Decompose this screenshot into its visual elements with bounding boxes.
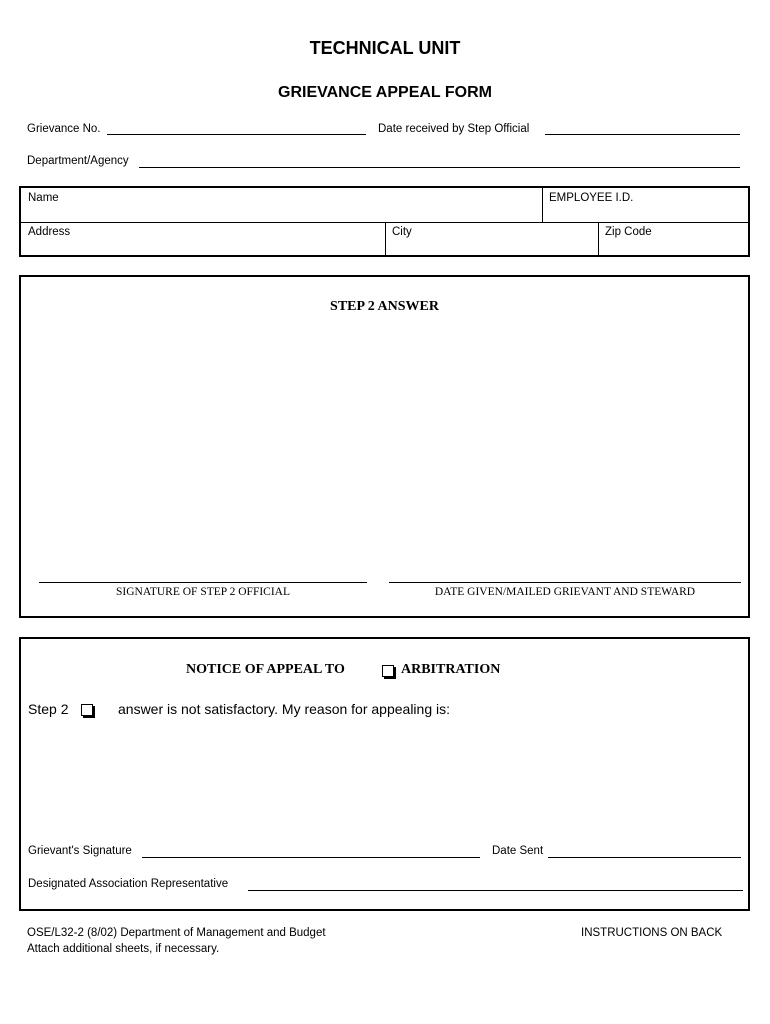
- grievance-no-label: Grievance No.: [27, 123, 101, 135]
- table-col-divider: [542, 188, 543, 222]
- attach-note: Attach additional sheets, if necessary.: [27, 943, 220, 955]
- table-col-divider: [598, 222, 599, 257]
- step2-signature-label: SIGNATURE OF STEP 2 OFFICIAL: [115, 586, 290, 598]
- step-label: Step 2: [28, 701, 69, 717]
- date-received-field[interactable]: [545, 134, 740, 135]
- appeal-heading: NOTICE OF APPEAL TO: [186, 662, 345, 677]
- arbitration-checkbox[interactable]: [382, 665, 394, 677]
- date-received-label: Date received by Step Official: [378, 123, 530, 135]
- step2-signature-line[interactable]: [39, 582, 367, 583]
- grievance-no-field[interactable]: [107, 134, 366, 135]
- arbitration-option-label: ARBITRATION: [401, 662, 501, 677]
- grievant-signature-field[interactable]: [142, 857, 480, 858]
- table-col-divider: [385, 222, 386, 257]
- instructions-note: INSTRUCTIONS ON BACK: [581, 927, 723, 939]
- name-label: Name: [28, 192, 59, 204]
- name-field[interactable]: [61, 190, 537, 220]
- step2-heading: STEP 2 ANSWER: [330, 299, 439, 314]
- employee-id-field[interactable]: [546, 206, 746, 220]
- city-field[interactable]: [389, 238, 594, 254]
- step2-checkbox[interactable]: [81, 704, 93, 716]
- zip-code-field[interactable]: [602, 238, 745, 254]
- employee-info-table: [19, 186, 750, 257]
- form-identifier: OSE/L32-2 (8/02) Department of Management and Budget: [27, 927, 326, 939]
- step2-date-line[interactable]: [389, 582, 741, 583]
- appeal-notice-section: [19, 637, 750, 911]
- grievant-signature-label: Grievant's Signature: [28, 845, 132, 857]
- form-title: TECHNICAL UNIT: [309, 38, 461, 58]
- date-sent-field[interactable]: [548, 857, 741, 858]
- step2-answer-area[interactable]: [41, 325, 731, 571]
- zip-code-label: Zip Code: [605, 226, 652, 238]
- address-label: Address: [28, 226, 71, 238]
- form-subtitle: GRIEVANCE APPEAL FORM: [278, 84, 492, 101]
- representative-label: Designated Association Representative: [28, 878, 229, 890]
- department-label: Department/Agency: [27, 155, 129, 167]
- employee-id-label: EMPLOYEE I.D.: [549, 192, 634, 204]
- address-field[interactable]: [25, 238, 381, 254]
- appeal-reason-prompt: answer is not satisfactory. My reason for appealing is:: [118, 701, 451, 717]
- step2-answer-section: [19, 275, 750, 618]
- date-sent-label: Date Sent: [492, 845, 544, 857]
- representative-field[interactable]: [248, 890, 743, 891]
- step2-date-label: DATE GIVEN/MAILED GRIEVANT AND STEWARD: [434, 586, 696, 598]
- city-label: City: [392, 226, 412, 238]
- department-field[interactable]: [139, 167, 740, 168]
- appeal-reason-area[interactable]: [28, 725, 743, 835]
